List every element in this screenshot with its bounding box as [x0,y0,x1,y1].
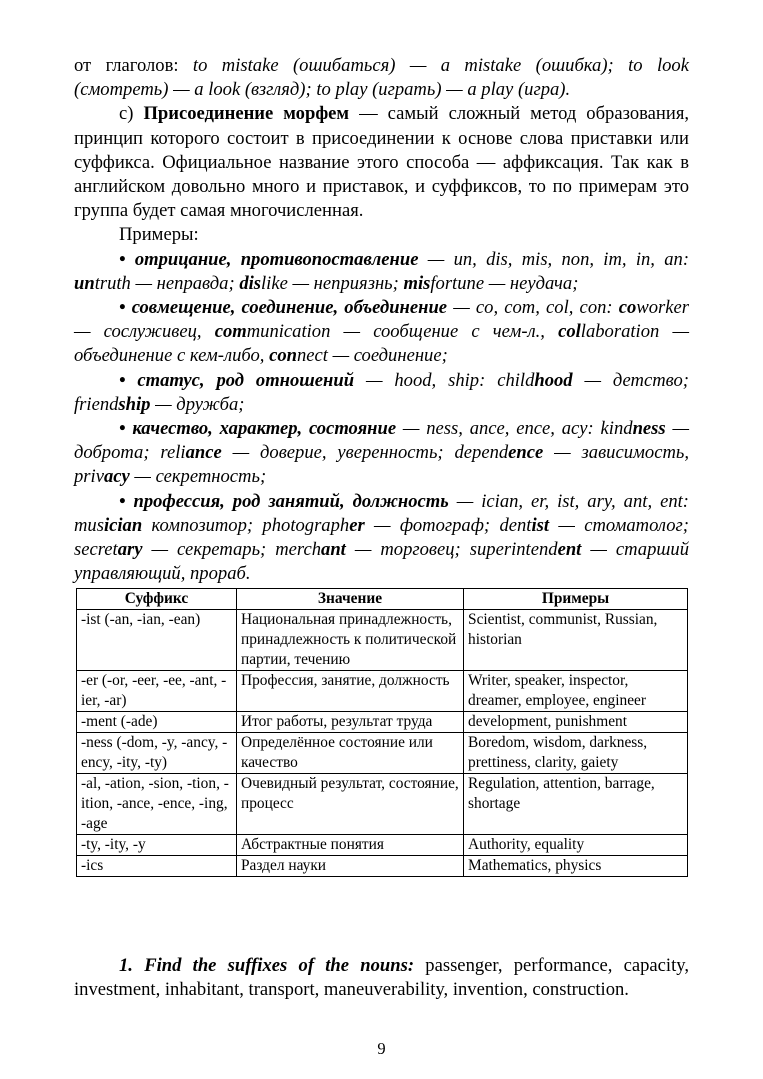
exercise-1 [74,954,689,1002]
examples-label: Примеры: [119,224,199,246]
column-header-meaning: Значение [236,589,463,610]
cell-examples: development, punishment [464,712,688,733]
bullet-profession: • профессия, род занятий, должность — ician, er, ist, ary, ant, ent: musician композитор; photographer — фотограф; dentist — стоматолог; secretary — секретарь; merchant — торговец; superintendent — старший управляющий, прораб. [74,490,689,585]
cell-meaning: Раздел науки [236,856,463,877]
cell-meaning: Абстрактные понятия [236,835,463,856]
exercise-block [74,954,689,1002]
table-row [77,712,688,733]
verb-noun-examples: to mistake (ошибаться) — a mistake (ошибка); to look (смотреть) — a look (взгляд); to play (играть) — a play (игра). [74,55,689,101]
column-header-suffix: Суффикс [77,589,237,610]
page-body [74,54,689,586]
suffix-table [76,588,688,877]
cell-meaning: Очевидный результат, состояние, процесс [236,774,463,835]
cell-examples: Mathematics, physics [464,856,688,877]
cell-suffix: -er (-or, -eer, -ee, -ant, -ier, -ar) [77,671,237,712]
table-row [77,835,688,856]
paragraph-intro: от глаголов: to mistake (ошибаться) — a mistake (ошибка); to look (смотреть) — a look (взгляд); to play (играть) — a play (игра). [74,55,689,101]
cell-meaning: Национальная принадлежность, принадлежность к политической партии, течению [236,610,463,671]
table-header-row [77,589,688,610]
cell-meaning: Определённое состояние или качество [236,733,463,774]
cell-suffix: -ty, -ity, -y [77,835,237,856]
cell-examples: Regulation, attention, barrage, shortage [464,774,688,835]
bullet-quality: • качество, характер, состояние — ness, ance, ence, acy: kindness — доброта; reliance — доверие, уверенность; dependence — зависимость, privacy — секретность; [74,418,689,488]
table-row [77,774,688,835]
table-row [77,610,688,671]
cell-examples: Writer, speaker, inspector, dreamer, employee, engineer [464,671,688,712]
bullet-icon: • [119,297,126,319]
table-row [77,856,688,877]
cell-suffix: -ics [77,856,237,877]
bullet-icon: • [119,418,126,440]
cell-suffix: -ment (-ade) [77,712,237,733]
cell-examples: Boredom, wisdom, darkness, prettiness, clarity, gaiety [464,733,688,774]
cell-suffix: -ness (-dom, -y, -ancy, -ency, -ity, -ty) [77,733,237,774]
cell-suffix: -al, -ation, -sion, -tion, -ition, -ance, -ence, -ing, -age [77,774,237,835]
column-header-examples: Примеры [464,589,688,610]
paragraph-affixation: c) Присоединение морфем — самый сложный метод образования, принцип которого состоит в присоединении к основе слова приставки или суффикса. Официальное название этого способа — аффиксация. Так как в английском довольно много и приставок, и суффиксов, то по примерам это группа будет самая многочисленная. [74,103,690,222]
table-row [77,671,688,712]
cell-examples: Authority, equality [464,835,688,856]
page-number: 9 [377,1039,386,1058]
term-affixation: Присоединение морфем [143,103,350,125]
cell-meaning: Профессия, занятие, должность [236,671,463,712]
cell-suffix: -ist (-an, -ian, -ean) [77,610,237,671]
exercise-words: passenger, performance, capacity, investment, inhabitant, transport, maneuverability, invention, construction. [74,955,689,1001]
exercise-title: 1. Find the suffixes of the nouns: [119,955,415,976]
bullet-status: • статус, род отношений — hood, ship: childhood — детство; friendship — дружба; [74,369,689,415]
cell-meaning: Итог работы, результат труда [236,712,463,733]
bullet-negation: • отрицание, противопоставление — un, dis, mis, non, im, in, an: untruth — неправда; dislike — неприязнь; misfortune — неудача; [74,248,690,294]
bullet-icon: • [119,490,126,512]
bullet-icon: • [119,369,126,391]
cell-examples: Scientist, communist, Russian, historian [464,610,688,671]
table-row [77,733,688,774]
bullet-icon: • [119,248,126,270]
bullet-combination: • совмещение, соединение, объединение — co, com, col, con: coworker — сослуживец, communication — сообщение с чем-л., collaboration — объединение с кем-либо, connect — соединение; [74,297,690,367]
